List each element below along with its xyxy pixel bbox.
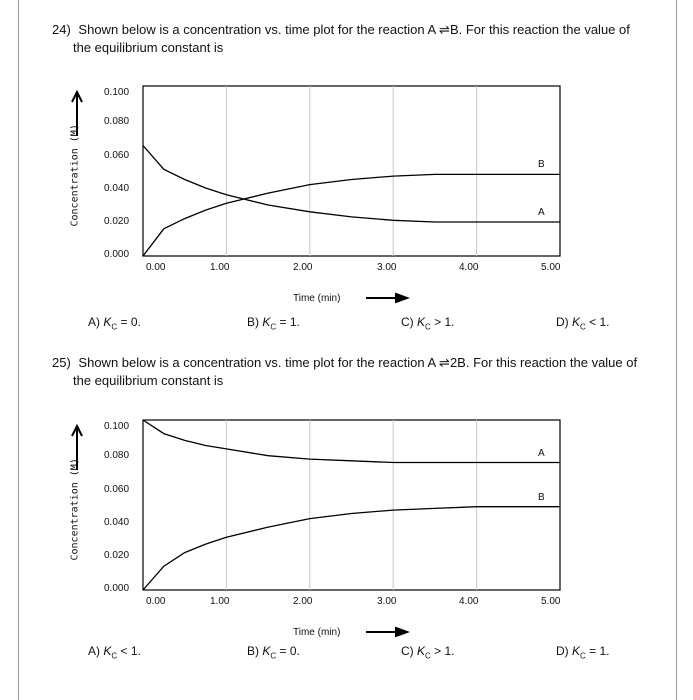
k-symbol: K [572, 315, 581, 329]
choice-letter: A) [88, 315, 104, 329]
question-text-tail: . For this reaction the value of [458, 22, 630, 37]
k-symbol: K [417, 315, 426, 329]
k-subscript: C [270, 322, 277, 332]
k-symbol: K [262, 644, 271, 658]
answer-choice[interactable] [556, 644, 609, 660]
k-symbol: K [262, 315, 271, 329]
reaction-product: 2B [449, 355, 466, 370]
choice-letter: B) [247, 315, 263, 329]
series-line-A [143, 420, 560, 463]
question-number: 24) [52, 22, 71, 37]
k-symbol: K [572, 644, 581, 658]
y-axis-arrow [72, 426, 82, 470]
y-tick-label: 0.040 [104, 517, 130, 528]
choice-letter: D) [556, 315, 572, 329]
x-tick-label: 0.00 [146, 596, 166, 607]
choice-value: = 0. [276, 644, 300, 658]
x-tick-label: 0.00 [146, 262, 166, 273]
x-tick-label: 1.00 [210, 262, 230, 273]
y-tick-label: 0.020 [104, 550, 130, 561]
choice-value: < 1. [117, 644, 141, 658]
choice-letter: C) [401, 644, 417, 658]
x-tick-label: 3.00 [377, 262, 397, 273]
k-subscript: C [580, 322, 586, 332]
choice-value: > 1. [430, 315, 455, 329]
k-subscript: C [111, 651, 118, 661]
x-tick-label: 2.00 [293, 262, 313, 273]
k-symbol: K [417, 644, 426, 658]
series-line-B [143, 507, 560, 590]
curve-label-upper: A [538, 447, 545, 459]
x-tick-label: 5.00 [541, 596, 561, 607]
x-tick-label: 2.00 [293, 596, 313, 607]
y-tick-label: 0.080 [104, 450, 130, 461]
y-tick-label: 0.060 [104, 484, 130, 495]
k-symbol: K [103, 644, 112, 658]
x-axis-arrow [366, 628, 407, 636]
x-axis-label: Time (min) [293, 627, 341, 638]
answer-choice[interactable] [88, 644, 141, 660]
y-tick-label: 0.040 [104, 183, 130, 194]
question-text-tail: . For this reaction the value of [465, 355, 638, 370]
k-subscript: C [111, 322, 118, 332]
y-tick-label: 0.060 [104, 150, 130, 161]
y-tick-label: 0.100 [104, 421, 130, 432]
k-subscript: C [270, 651, 277, 661]
choice-value: = 1. [585, 644, 610, 658]
curve-label-lower: B [538, 491, 545, 503]
x-axis-label: Time (min) [293, 293, 341, 304]
y-tick-label: 0.000 [104, 249, 130, 260]
choice-value: > 1. [430, 644, 455, 658]
choice-value: = 0. [117, 315, 141, 329]
question-text: Shown below is a concentration vs. time plot for the reaction A [78, 355, 436, 370]
answer-choice[interactable] [401, 644, 454, 660]
choice-value: < 1. [585, 315, 610, 329]
choice-value: = 1. [276, 315, 300, 329]
curve-label-lower: A [538, 207, 545, 218]
choice-letter: D) [556, 644, 572, 658]
x-tick-label: 4.00 [459, 596, 479, 607]
x-tick-label: 1.00 [210, 596, 230, 607]
k-subscript: C [425, 322, 431, 332]
question-text: Shown below is a concentration vs. time plot for the reaction A [78, 22, 436, 37]
answer-choice[interactable] [247, 644, 300, 660]
y-tick-label: 0.020 [104, 216, 130, 227]
y-axis-label: Concentration (M) [69, 124, 81, 227]
x-tick-label: 4.00 [459, 262, 479, 273]
y-tick-label: 0.100 [104, 87, 130, 98]
equilibrium-arrow: ⇌ [439, 22, 450, 37]
x-tick-label: 5.00 [541, 262, 561, 273]
k-symbol: K [103, 315, 112, 329]
choice-letter: C) [401, 315, 417, 329]
choice-letter: B) [247, 644, 263, 658]
y-tick-label: 0.080 [104, 116, 130, 127]
k-subscript: C [425, 651, 431, 661]
x-tick-label: 3.00 [377, 596, 397, 607]
y-tick-label: 0.000 [104, 583, 130, 594]
question-number: 25) [52, 355, 71, 370]
curve-label-upper: B [538, 159, 545, 171]
question-text-line2: the equilibrium constant is [73, 40, 224, 55]
choice-letter: A) [88, 644, 104, 658]
reaction-product: B [449, 22, 459, 37]
equilibrium-arrow: ⇌ [439, 355, 450, 370]
y-axis-label: Concentration (M) [69, 458, 81, 561]
question-text-line2: the equilibrium constant is [73, 373, 224, 388]
k-subscript: C [580, 651, 586, 661]
